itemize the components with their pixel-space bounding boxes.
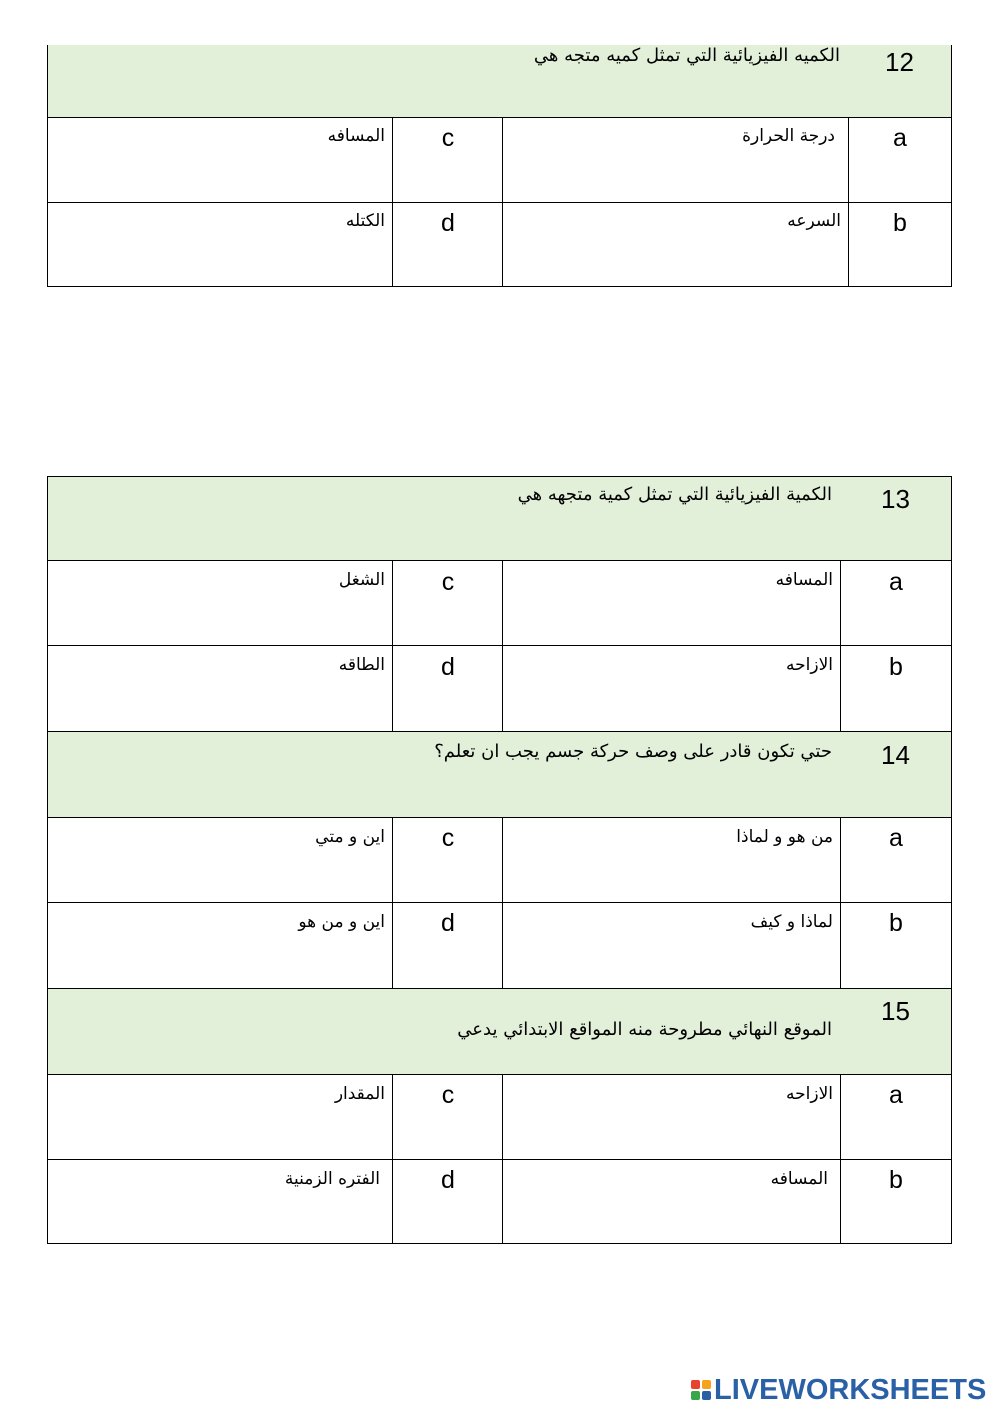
question-number: 14 [881,740,910,770]
option-b-answer[interactable]: السرعه [787,211,841,231]
option-a-answer[interactable]: المسافه [775,570,833,590]
questions-13-15-table [47,476,952,1244]
question-12-table [47,45,952,288]
option-a-letter: a [889,824,903,852]
logo-square-green [691,1391,700,1400]
option-a-letter: a [893,124,907,152]
option-d-answer[interactable]: الطاقه [338,655,385,675]
option-b-letter: b [889,653,903,681]
option-a-answer[interactable]: من هو و لماذا [736,827,833,847]
option-a-letter: a [889,1081,903,1109]
option-c-answer[interactable]: اين و متي [315,827,385,847]
option-b-letter: b [889,909,903,937]
option-b-letter: b [889,1166,903,1194]
option-c-answer[interactable]: الشغل [338,570,385,590]
question-number: 15 [881,996,910,1026]
option-c-letter: c [441,824,455,852]
question-text: الكميه الفيزيائية التي تمثل كميه متجه هي [533,45,840,66]
question-text: الموقع النهائي مطروحة منه المواقع الابتدائي يدعي [457,1019,832,1040]
question-number: 13 [881,484,910,514]
liveworksheets-brand-text: LIVEWORKSHEETS [714,1373,987,1406]
question-text: حتي تكون قادر على وصف حركة جسم يجب ان تعلم؟ [434,741,832,762]
option-d-letter: d [441,209,455,237]
liveworksheets-logo[interactable] [691,1374,986,1406]
option-c-answer[interactable]: المسافه [327,126,385,146]
option-b-answer[interactable]: الازاحه [786,655,833,675]
option-d-letter: d [441,909,455,937]
logo-square-red [691,1380,700,1389]
option-d-answer[interactable]: الكتله [345,211,385,231]
option-b-letter: b [893,209,907,237]
option-d-letter: d [441,653,455,681]
option-d-answer[interactable]: الفتره الزمنية [284,1169,380,1189]
liveworksheets-logo-icon [691,1380,711,1400]
option-c-letter: c [441,124,455,152]
option-b-answer[interactable]: لماذا و كيف [750,912,833,932]
option-c-letter: c [441,568,455,596]
option-a-answer[interactable]: الازاحه [786,1084,833,1104]
option-b-answer[interactable]: المسافه [770,1169,828,1189]
option-d-letter: d [441,1166,455,1194]
option-a-letter: a [889,568,903,596]
logo-square-orange [702,1380,711,1389]
question-number: 12 [885,47,914,77]
option-a-answer[interactable]: درجة الحرارة [742,126,835,146]
question-text: الكمية الفيزيائية التي تمثل كمية متجهه هي [517,484,832,505]
option-c-letter: c [441,1081,455,1109]
option-c-answer[interactable]: المقدار [334,1084,385,1104]
logo-square-blue [702,1391,711,1400]
option-d-answer[interactable]: اين و من هو [298,912,385,932]
